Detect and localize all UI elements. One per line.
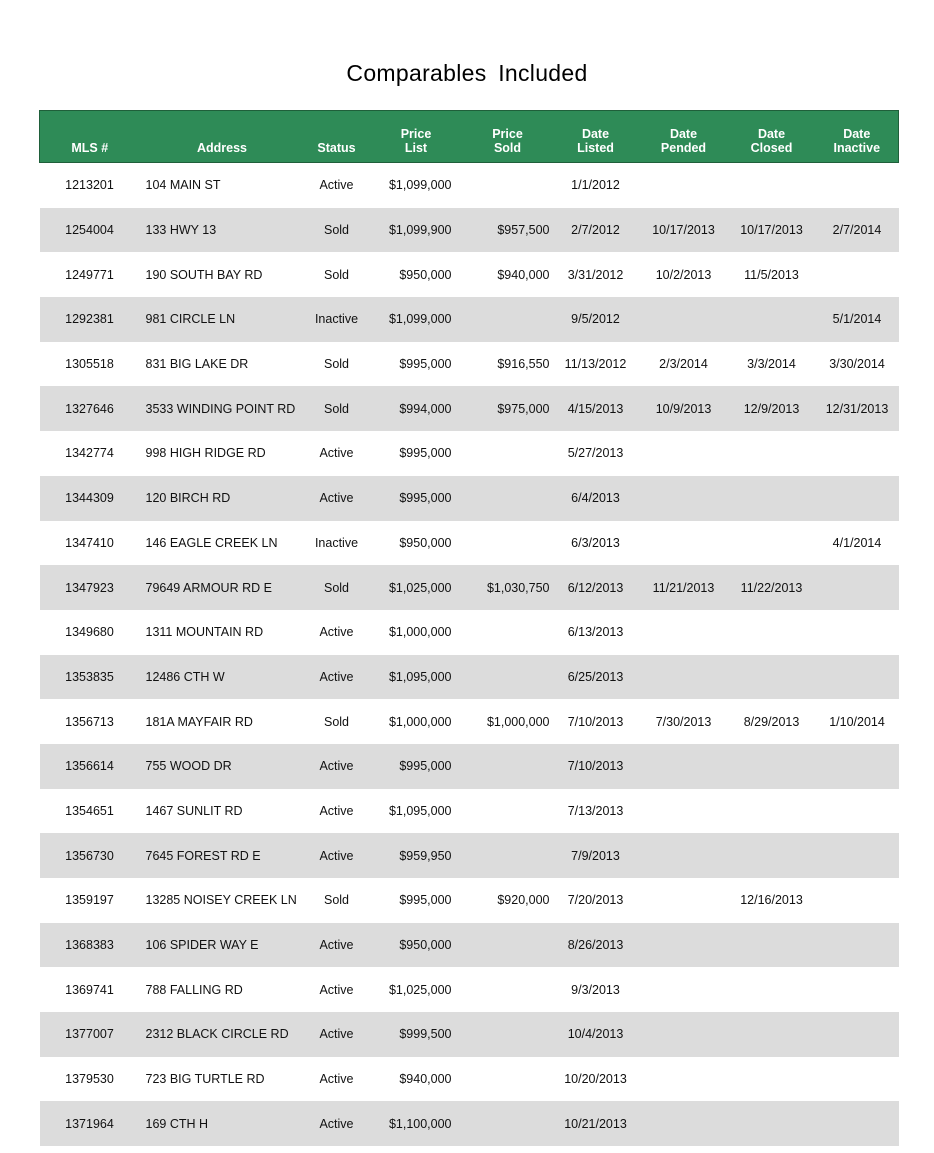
cell-date-inactive: 2/7/2014 <box>816 208 899 253</box>
cell-status: Active <box>319 625 354 640</box>
cell-address: 104 MAIN ST <box>145 178 221 193</box>
table-row <box>40 431 899 476</box>
cell-date-closed: 3/3/2014 <box>747 357 796 372</box>
cell-date-inactive <box>816 1012 899 1057</box>
cell-date-pended <box>640 833 728 878</box>
cell-address: 723 BIG TURTLE RD <box>145 1072 265 1087</box>
table-row <box>40 610 899 655</box>
cell-date-pended <box>640 610 728 655</box>
cell-date-pended <box>640 521 728 566</box>
cell-status: Active <box>319 1072 354 1087</box>
cell-price-list: $1,025,000 <box>369 565 464 610</box>
cell-price-list: $1,099,000 <box>369 297 464 342</box>
cell-date-closed <box>728 923 816 968</box>
cell-mls: 1356730 <box>40 833 140 878</box>
header-date-closed: Date Closed <box>728 111 816 163</box>
cell-address: 146 EAGLE CREEK LN <box>145 535 278 550</box>
header-mls: MLS # <box>40 111 140 163</box>
cell-mls: 1353835 <box>40 655 140 700</box>
cell-address: 181A MAYFAIR RD <box>145 714 253 729</box>
cell-price-list: $1,095,000 <box>388 803 452 818</box>
cell-date-closed <box>728 521 816 566</box>
cell-price-list: $1,100,000 <box>369 1101 464 1146</box>
cell-address: 1467 SUNLIT RD <box>145 803 243 818</box>
cell-date-listed: 5/27/2013 <box>567 446 624 461</box>
cell-status: Sold <box>305 208 369 253</box>
cell-mls: 1254004 <box>40 208 140 253</box>
cell-mls: 1305518 <box>65 357 114 372</box>
cell-date-pended <box>640 431 728 476</box>
header-row <box>40 111 899 163</box>
table-row <box>40 699 899 744</box>
cell-date-inactive <box>816 744 899 789</box>
cell-date-listed: 6/25/2013 <box>552 655 640 700</box>
header-price-sold: Price Sold <box>464 111 552 163</box>
header-date-inactive: Date Inactive <box>816 111 899 163</box>
cell-mls: 1292381 <box>40 297 140 342</box>
cell-price-sold: $1,000,000 <box>486 714 550 729</box>
cell-date-listed: 7/9/2013 <box>552 833 640 878</box>
cell-date-pended <box>640 1101 728 1146</box>
cell-date-closed <box>728 476 816 521</box>
cell-date-pended <box>640 655 728 700</box>
cell-date-pended <box>640 878 728 923</box>
cell-date-pended: 11/21/2013 <box>640 565 728 610</box>
cell-address: 133 HWY 13 <box>140 208 305 253</box>
cell-price-sold: $975,000 <box>464 386 552 431</box>
cell-date-listed: 7/10/2013 <box>552 744 640 789</box>
cell-address: 13285 NOISEY CREEK LN <box>145 893 297 908</box>
cell-address: 120 BIRCH RD <box>140 476 305 521</box>
cell-mls: 1379530 <box>65 1072 114 1087</box>
header-status: Status <box>305 111 369 163</box>
cell-price-sold <box>464 297 552 342</box>
cell-address: 831 BIG LAKE DR <box>145 357 249 372</box>
cell-status: Active <box>305 655 369 700</box>
cell-date-listed: 7/13/2013 <box>567 803 624 818</box>
header-date-pended: Date Pended <box>640 111 728 163</box>
cell-price-sold <box>464 923 552 968</box>
cell-date-pended <box>640 923 728 968</box>
cell-status: Active <box>305 1012 369 1057</box>
cell-date-pended <box>640 789 728 834</box>
cell-date-pended <box>640 744 728 789</box>
cell-mls: 1356614 <box>40 744 140 789</box>
cell-date-listed: 10/4/2013 <box>552 1012 640 1057</box>
table-row <box>40 744 899 789</box>
cell-price-sold: $940,000 <box>497 267 550 282</box>
cell-price-list: $995,000 <box>399 357 452 372</box>
cell-date-pended: 10/2/2013 <box>655 267 712 282</box>
cell-status: Sold <box>323 267 350 282</box>
cell-date-inactive <box>816 476 899 521</box>
cell-price-sold <box>464 610 552 655</box>
table-row <box>40 923 899 968</box>
cell-address: 755 WOOD DR <box>140 744 305 789</box>
cell-address: 788 FALLING RD <box>145 982 243 997</box>
cell-date-listed: 1/1/2012 <box>571 178 620 193</box>
cell-price-list: $995,000 <box>399 893 452 908</box>
cell-date-closed <box>728 833 816 878</box>
cell-date-closed <box>728 163 816 208</box>
cell-mls: 1344309 <box>40 476 140 521</box>
cell-price-list: $1,025,000 <box>388 982 452 997</box>
cell-date-inactive <box>816 252 899 297</box>
cell-mls: 1349680 <box>65 625 114 640</box>
cell-mls: 1368383 <box>40 923 140 968</box>
cell-price-list: $1,000,000 <box>388 714 452 729</box>
cell-date-listed: 10/21/2013 <box>552 1101 640 1146</box>
cell-status: Inactive <box>314 535 359 550</box>
page-title: Comparables Included <box>346 60 588 86</box>
cell-date-listed: 6/4/2013 <box>552 476 640 521</box>
cell-address: 2312 BLACK CIRCLE RD <box>140 1012 305 1057</box>
cell-price-list: $1,000,000 <box>388 625 452 640</box>
comparables-table <box>39 110 899 1146</box>
cell-date-closed <box>728 1012 816 1057</box>
cell-date-inactive <box>816 610 899 655</box>
cell-price-list: $959,950 <box>369 833 464 878</box>
cell-date-closed: 12/9/2013 <box>728 386 816 431</box>
cell-price-sold <box>464 744 552 789</box>
cell-date-listed: 6/3/2013 <box>571 535 620 550</box>
cell-date-inactive <box>816 878 899 923</box>
cell-date-closed <box>728 431 816 476</box>
cell-date-inactive: 12/31/2013 <box>816 386 899 431</box>
cell-price-list: $994,000 <box>369 386 464 431</box>
header-date-listed: Date Listed <box>552 111 640 163</box>
table-row <box>40 252 899 297</box>
cell-address: 998 HIGH RIDGE RD <box>145 446 266 461</box>
cell-date-closed: 11/5/2013 <box>744 267 799 282</box>
cell-price-sold <box>464 163 552 208</box>
cell-mls: 1342774 <box>65 446 114 461</box>
cell-date-closed <box>728 1057 816 1102</box>
cell-date-inactive: 4/1/2014 <box>832 535 882 550</box>
cell-price-sold: $916,550 <box>497 357 550 372</box>
cell-price-list: $950,000 <box>369 923 464 968</box>
cell-date-pended <box>640 967 728 1012</box>
cell-mls: 1347410 <box>65 535 114 550</box>
cell-date-closed <box>728 789 816 834</box>
cell-date-inactive <box>816 967 899 1012</box>
cell-price-list: $950,000 <box>399 535 452 550</box>
cell-address: 12486 CTH W <box>140 655 305 700</box>
cell-date-inactive <box>816 431 899 476</box>
cell-date-listed: 9/5/2012 <box>552 297 640 342</box>
cell-status: Active <box>305 1101 369 1146</box>
cell-status: Sold <box>323 893 350 908</box>
cell-mls: 1359197 <box>65 893 114 908</box>
cell-address: 3533 WINDING POINT RD <box>140 386 305 431</box>
table-row <box>40 208 899 253</box>
cell-mls: 1354651 <box>65 803 114 818</box>
cell-price-sold <box>464 1057 552 1102</box>
cell-date-pended <box>640 476 728 521</box>
cell-date-listed: 9/3/2013 <box>571 982 620 997</box>
cell-price-list: $1,099,000 <box>388 178 452 193</box>
cell-date-listed: 6/12/2013 <box>552 565 640 610</box>
cell-mls: 1347923 <box>40 565 140 610</box>
cell-status: Sold <box>323 714 350 729</box>
cell-price-sold <box>464 431 552 476</box>
header-price-list: Price List <box>369 111 464 163</box>
cell-date-pended: 10/17/2013 <box>640 208 728 253</box>
cell-date-inactive <box>816 163 899 208</box>
cell-mls: 1327646 <box>40 386 140 431</box>
table-row <box>40 789 899 834</box>
cell-date-closed <box>728 967 816 1012</box>
table-header <box>40 111 899 163</box>
cell-price-list: $1,099,900 <box>369 208 464 253</box>
cell-date-inactive <box>816 923 899 968</box>
cell-address: 981 CIRCLE LN <box>140 297 305 342</box>
table-row <box>40 833 899 878</box>
table-row <box>40 1101 899 1146</box>
cell-price-sold <box>464 1101 552 1146</box>
table-row <box>40 297 899 342</box>
cell-mls: 1213201 <box>65 178 114 193</box>
table-row <box>40 1057 899 1102</box>
cell-date-inactive: 5/1/2014 <box>816 297 899 342</box>
cell-date-inactive <box>816 655 899 700</box>
cell-date-inactive <box>816 833 899 878</box>
cell-price-sold <box>464 521 552 566</box>
cell-date-pended <box>640 297 728 342</box>
table-row <box>40 655 899 700</box>
table-row <box>40 163 899 208</box>
header-address: Address <box>140 111 305 163</box>
cell-date-closed <box>728 744 816 789</box>
cell-status: Active <box>319 178 354 193</box>
cell-mls: 1249771 <box>65 267 114 282</box>
cell-address: 1311 MOUNTAIN RD <box>145 625 264 640</box>
cell-price-list: $1,095,000 <box>369 655 464 700</box>
table-body <box>40 163 899 1147</box>
cell-price-list: $995,000 <box>399 446 452 461</box>
cell-price-sold: $957,500 <box>464 208 552 253</box>
cell-status: Active <box>319 803 354 818</box>
cell-date-pended <box>640 1012 728 1057</box>
cell-date-closed <box>728 610 816 655</box>
cell-date-pended: 2/3/2014 <box>659 357 708 372</box>
cell-date-listed: 10/20/2013 <box>564 1072 627 1087</box>
cell-date-listed: 7/10/2013 <box>567 714 624 729</box>
cell-date-listed: 2/7/2012 <box>552 208 640 253</box>
cell-date-closed: 8/29/2013 <box>743 714 800 729</box>
cell-date-inactive <box>816 789 899 834</box>
cell-price-sold <box>464 1012 552 1057</box>
cell-address: 79649 ARMOUR RD E <box>140 565 305 610</box>
cell-date-inactive: 1/10/2014 <box>829 714 885 729</box>
cell-price-sold <box>464 476 552 521</box>
cell-status: Inactive <box>305 297 369 342</box>
cell-price-sold <box>464 789 552 834</box>
cell-price-sold: $920,000 <box>497 893 550 908</box>
cell-price-list: $940,000 <box>399 1072 452 1087</box>
cell-status: Active <box>305 476 369 521</box>
cell-price-sold <box>464 833 552 878</box>
cell-mls: 1371964 <box>40 1101 140 1146</box>
cell-date-inactive <box>816 1101 899 1146</box>
cell-price-list: $999,500 <box>369 1012 464 1057</box>
cell-date-listed: 6/13/2013 <box>567 625 624 640</box>
cell-date-pended <box>640 163 728 208</box>
cell-date-listed: 4/15/2013 <box>552 386 640 431</box>
cell-date-pended: 7/30/2013 <box>655 714 712 729</box>
cell-mls: 1369741 <box>65 982 114 997</box>
cell-date-listed: 3/31/2012 <box>567 267 624 282</box>
table-row <box>40 565 899 610</box>
table-row <box>40 878 899 923</box>
cell-date-closed: 11/22/2013 <box>728 565 816 610</box>
table-row <box>40 521 899 566</box>
cell-date-closed: 10/17/2013 <box>728 208 816 253</box>
cell-status: Active <box>305 833 369 878</box>
table-row <box>40 386 899 431</box>
cell-mls: 1377007 <box>40 1012 140 1057</box>
table-row <box>40 1012 899 1057</box>
cell-date-inactive: 3/30/2014 <box>829 357 885 372</box>
cell-mls: 1356713 <box>65 714 114 729</box>
cell-price-list: $995,000 <box>369 476 464 521</box>
cell-date-listed: 11/13/2012 <box>564 357 627 372</box>
cell-price-list: $995,000 <box>369 744 464 789</box>
cell-price-list: $950,000 <box>399 267 452 282</box>
cell-price-sold <box>464 967 552 1012</box>
cell-status: Active <box>305 744 369 789</box>
cell-date-listed: 7/20/2013 <box>567 893 624 908</box>
cell-date-listed: 8/26/2013 <box>552 923 640 968</box>
cell-date-closed: 12/16/2013 <box>740 893 803 908</box>
cell-price-sold <box>464 655 552 700</box>
cell-status: Sold <box>323 357 350 372</box>
cell-address: 106 SPIDER WAY E <box>140 923 305 968</box>
cell-date-closed <box>728 1101 816 1146</box>
cell-address: 7645 FOREST RD E <box>140 833 305 878</box>
cell-status: Sold <box>305 565 369 610</box>
cell-date-pended <box>640 1057 728 1102</box>
cell-price-sold: $1,030,750 <box>464 565 552 610</box>
cell-status: Sold <box>305 386 369 431</box>
cell-status: Active <box>305 923 369 968</box>
cell-address: 169 CTH H <box>140 1101 305 1146</box>
cell-date-closed <box>728 297 816 342</box>
cell-status: Active <box>319 982 354 997</box>
cell-status: Active <box>319 446 354 461</box>
table-row <box>40 476 899 521</box>
cell-address: 190 SOUTH BAY RD <box>145 267 263 282</box>
table-row <box>40 342 899 387</box>
cell-date-pended: 10/9/2013 <box>640 386 728 431</box>
cell-date-closed <box>728 655 816 700</box>
cell-date-inactive <box>816 1057 899 1102</box>
table-row <box>40 967 899 1012</box>
cell-date-inactive <box>816 565 899 610</box>
comparables-table-container <box>39 110 898 1146</box>
